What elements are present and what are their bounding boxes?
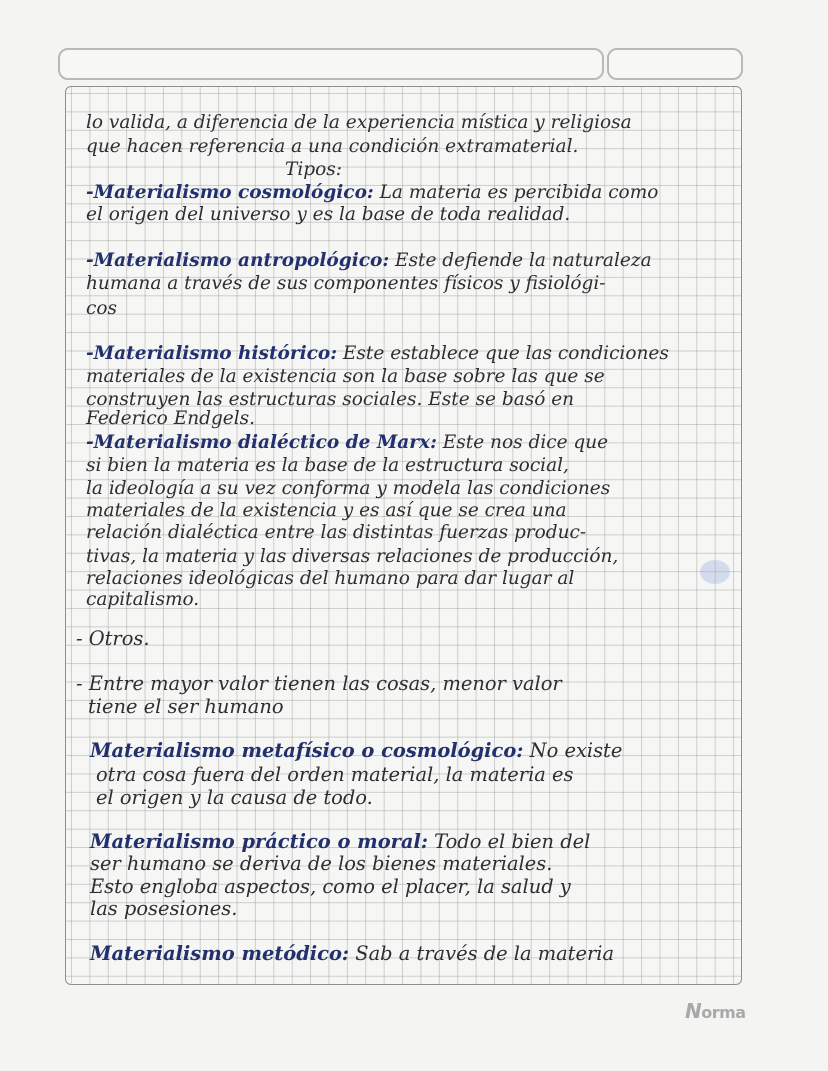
note-line (86, 589, 199, 611)
note-line (90, 740, 622, 762)
note-text: capitalismo. (86, 589, 200, 610)
note-text: las posesiones. (90, 897, 238, 920)
note-line (90, 898, 237, 920)
note-line (86, 500, 567, 522)
note-text: construyen las estructuras sociales. Este se basó en (86, 389, 575, 410)
note-line (86, 568, 574, 590)
ink-stain (700, 560, 730, 584)
note-text: materiales de la existencia y es así que se crea una (86, 500, 567, 521)
header-date-box (607, 48, 743, 80)
note-heading: -Materialismo antropológico: (86, 250, 390, 271)
note-text: - Entre mayor valor tienen las cosas, menor valor (76, 672, 562, 695)
note-line (90, 876, 571, 898)
note-line (96, 787, 373, 809)
note-line (86, 478, 610, 500)
note-text: Este defiende la naturaleza (389, 250, 652, 271)
note-text: Todo el bien del (428, 830, 591, 853)
note-line (90, 853, 552, 875)
note-text: Sab a través de la materia (349, 942, 615, 965)
note-line (86, 366, 605, 388)
note-text: - Otros. (76, 627, 150, 650)
note-line (86, 250, 652, 272)
note-line (86, 432, 608, 454)
note-text: Este establece que las condiciones (337, 343, 669, 364)
note-line (285, 159, 342, 181)
note-text: Federico Endgels. (86, 408, 256, 429)
note-heading: -Materialismo cosmológico: (86, 182, 374, 203)
note-text: materiales de la existencia son la base sobre las que se (86, 366, 605, 387)
note-line (86, 522, 586, 544)
note-text: que hacen referencia a una condición extramaterial. (86, 136, 579, 157)
note-text: No existe (523, 739, 623, 762)
header-title-box (58, 48, 604, 80)
note-heading: -Materialismo histórico: (86, 343, 338, 364)
note-line (90, 831, 590, 853)
note-line (86, 136, 578, 158)
note-line (88, 696, 284, 718)
note-line (86, 408, 255, 430)
note-line (96, 764, 573, 786)
brand-logo: Norma (685, 999, 746, 1023)
note-text: Tipos: (285, 159, 342, 180)
note-text: ser humano se deriva de los bienes materiales. (90, 852, 553, 875)
note-text: tivas, la materia y las diversas relaciones de producción, (86, 546, 619, 567)
note-line (86, 112, 632, 134)
note-text: relación dialéctica entre las distintas fuerzas produc- (86, 522, 587, 543)
note-text: el origen y la causa de todo. (96, 786, 373, 809)
note-line (86, 182, 658, 204)
note-heading: Materialismo metafísico o cosmológico: (90, 739, 524, 762)
note-line (86, 204, 570, 226)
note-text: el origen del universo y es la base de toda realidad. (86, 204, 571, 225)
note-text: Este nos dice que (436, 432, 609, 453)
note-text: si bien la materia es la base de la estructura social, (86, 455, 569, 476)
note-text: la ideología a su vez conforma y modela las condiciones (86, 478, 611, 499)
note-text: relaciones ideológicas del humano para dar lugar al (86, 568, 575, 589)
note-text: La materia es percibida como (373, 182, 659, 203)
note-text: otra cosa fuera del orden material, la materia es (96, 763, 574, 786)
note-line (76, 628, 150, 650)
note-line (86, 343, 669, 365)
note-line (76, 673, 562, 695)
note-text: tiene el ser humano (88, 695, 284, 718)
note-line (86, 273, 606, 295)
note-text: humana a través de sus componentes físicos y fisiológi- (86, 273, 606, 294)
note-line (86, 298, 117, 320)
note-text: cos (86, 298, 117, 319)
note-line (86, 455, 569, 477)
note-heading: Materialismo práctico o moral: (90, 830, 428, 853)
note-heading: -Materialismo dialéctico de Marx: (86, 432, 437, 453)
note-line (90, 943, 614, 965)
note-line (86, 546, 618, 568)
note-text: lo valida, a diferencia de la experiencia mística y religiosa (86, 112, 632, 133)
note-heading: Materialismo metódico: (90, 942, 350, 965)
note-text: Esto engloba aspectos, como el placer, la salud y (90, 875, 571, 898)
